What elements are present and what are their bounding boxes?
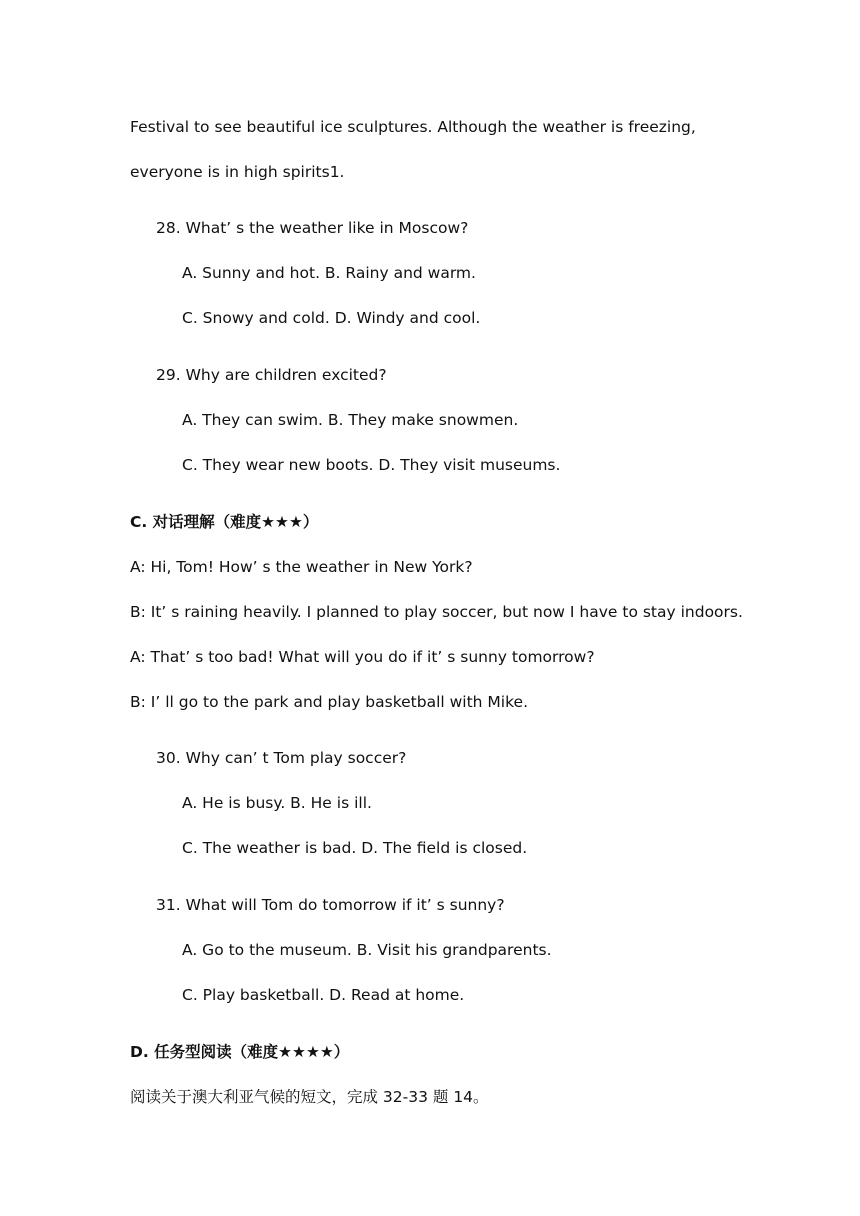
question-29: 29. Why are children excited? <box>156 366 387 384</box>
question-31-options-cd: C. Play basketball. D. Read at home. <box>182 986 465 1004</box>
dialogue-line: B: It’ s raining heavily. I planned to play soccer, but now I have to stay indoors. <box>130 603 743 621</box>
passage-line: everyone is in high spirits1. <box>130 163 345 181</box>
question-29-options-cd: C. They wear new boots. D. They visit museums. <box>182 456 561 474</box>
question-30-options-cd: C. The weather is bad. D. The field is closed. <box>182 839 528 857</box>
question-31-options-ab: A. Go to the museum. B. Visit his grandparents. <box>182 941 552 959</box>
dialogue-line: B: I’ ll go to the park and play basketball with Mike. <box>130 693 528 711</box>
dialogue-line: A: That’ s too bad! What will you do if it’ s sunny tomorrow? <box>130 648 595 666</box>
section-c-heading: C. 对话理解（难度★★★） <box>130 513 319 531</box>
passage-line: Festival to see beautiful ice sculptures. Although the weather is freezing, <box>130 118 696 136</box>
section-d-heading: D. 任务型阅读（难度★★★★） <box>130 1043 350 1061</box>
question-30-options-ab: A. He is busy. B. He is ill. <box>182 794 372 812</box>
question-29-options-ab: A. They can swim. B. They make snowmen. <box>182 411 519 429</box>
question-28: 28. What’ s the weather like in Moscow? <box>156 219 469 237</box>
dialogue-line: A: Hi, Tom! How’ s the weather in New York? <box>130 558 473 576</box>
question-28-options-ab: A. Sunny and hot. B. Rainy and warm. <box>182 264 476 282</box>
section-d-instruction: 阅读关于澳大利亚气候的短文，完成 32-33 题 14。 <box>130 1088 489 1106</box>
question-28-options-cd: C. Snowy and cold. D. Windy and cool. <box>182 309 481 327</box>
question-31: 31. What will Tom do tomorrow if it’ s sunny? <box>156 896 505 914</box>
question-30: 30. Why can’ t Tom play soccer? <box>156 749 407 767</box>
